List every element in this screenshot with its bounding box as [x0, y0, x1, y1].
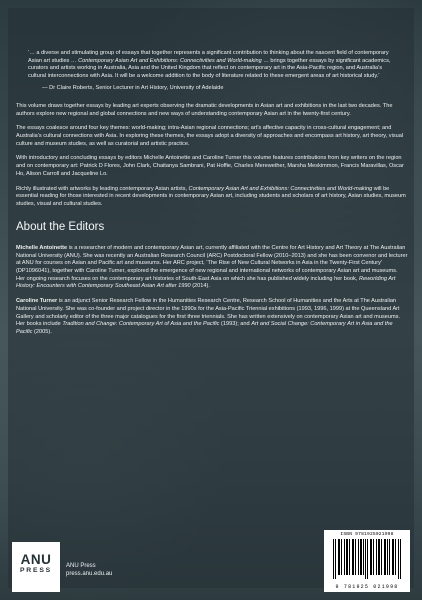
isbn-label: ISBN 9781925021998: [340, 532, 394, 537]
publisher-name: ANU Press: [66, 562, 96, 569]
logo-wordmark: ANU: [20, 552, 52, 567]
description-paragraph-3: With introductory and concluding essays by editors Michelle Antoinette and Caroline Turner this volume features contributions from key writers on the region and on contemporary art: Patrick D Flores, John Clark, Chaitanya Sambrani, Pat Hoffie, Charles Merewether, Marsha Meskimmon, Francis Maravillas, Oscar Ho, Alison Carroll and Jacqueline Lo.: [16, 155, 404, 177]
editors-heading: About the Editors: [16, 220, 105, 233]
isbn-barcode-box: [324, 530, 410, 592]
publisher-info: [66, 562, 112, 578]
description-paragraph-1: This volume draws together essays by leading art experts observing the dramatic developments in Asian art and exhibitions in the last two decades. The authors explore new regional and global connections and new ways of understanding contemporary Asian art in the twenty-first century.: [16, 102, 393, 117]
editor-bio-antoinette: Michelle Antoinette is a researcher of modern and contemporary Asian art, currently affiliated with the Centre for Art History and Art Theory at The Australian National University (ANU). She was recently an Australian Research Council (ARC) Postdoctoral Fellow (2010–2013) and she has been convenor and lecturer at ANU for courses on Asian and Pacific art and museums. Her ARC project, ‘The Rise of New Cultural Networks in Asia in the Twenty-First Century’ (DP1096041), together with Caroline Turner, explored the emergence of new regional and international networks of contemporary Asian art and museums. Her ongoing research focuses on the contemporary art histories of South-East Asia on which she has published widely including her book, Reworlding Art History: Encounters with Contemporary Southeast Asian Art after 1990 (2014).: [16, 244, 408, 290]
back-cover-text: [16, 50, 408, 344]
logo-subtitle: PRESS: [19, 567, 53, 574]
isbn-digits: 9 781925 021998: [335, 584, 399, 590]
quote-text: ‘… a diverse and stimulating group of essays that together represents a significant contribution to thinking about the nascent field of contemporary Asian art studies … Contemporary Asian Art and Exhibitions: Connectivities and World-making … brings together essays by significant academics, curators and artists working in Australia, Asia and the United Kingdom that reflect on contemporary art in the Asia-Pacific region, and Australia’s cultural interconnections with Asia. It will be a welcome addition to the body of literature related to these emergent areas of art historical study.’: [28, 50, 391, 80]
barcode-icon: [331, 539, 403, 583]
description-paragraph-4: Richly illustrated with artworks by leading contemporary Asian artists, Contemporary Asian Art and Exhibitions: Connectivities and World-making will be essential reading for those interested in recent developments in contemporary Asian art, including students and scholars of art history, Asian studies, museum studies, visual and cultural studies.: [16, 185, 406, 208]
anu-press-logo: [12, 542, 60, 592]
description-paragraph-2: The essays coalesce around four key themes: world-making; intra-Asian regional connections; art’s affective capacity in cross-cultural engagement; and Australia’s cultural connections with Asia. In exploring these themes, the essays adopt a diversity of approaches and encompass art history, art theory, visual culture and museum studies, as well as curatorial and artistic practice.: [16, 125, 404, 147]
publisher-url[interactable]: press.anu.edu.au: [66, 570, 113, 577]
editor-bio-turner: Caroline Turner is an adjunct Senior Research Fellow in the Humanities Research Centre, Research School of Humanities and the Arts at The Australian National University. She was co-founder and project director in the 1990s for the Asia-Pacific Triennial exhibitions (1993, 1996, 1999) at the Queensland Art Gallery and scholarly editor of the three major catalogues for the first three triennials. She has written extensively on contemporary Asian art and museums. Her books include Tradition and Change: Contemporary Art of Asia and the Pacific (1993); and Art and Social Change: Contemporary Art in Asia and the Pacific (2005).: [16, 298, 400, 335]
quote-attribution: — Dr Claire Roberts, Senior Lecturer in Art History, University of Adelaide: [42, 84, 224, 91]
endorsement-quote: [28, 50, 394, 91]
